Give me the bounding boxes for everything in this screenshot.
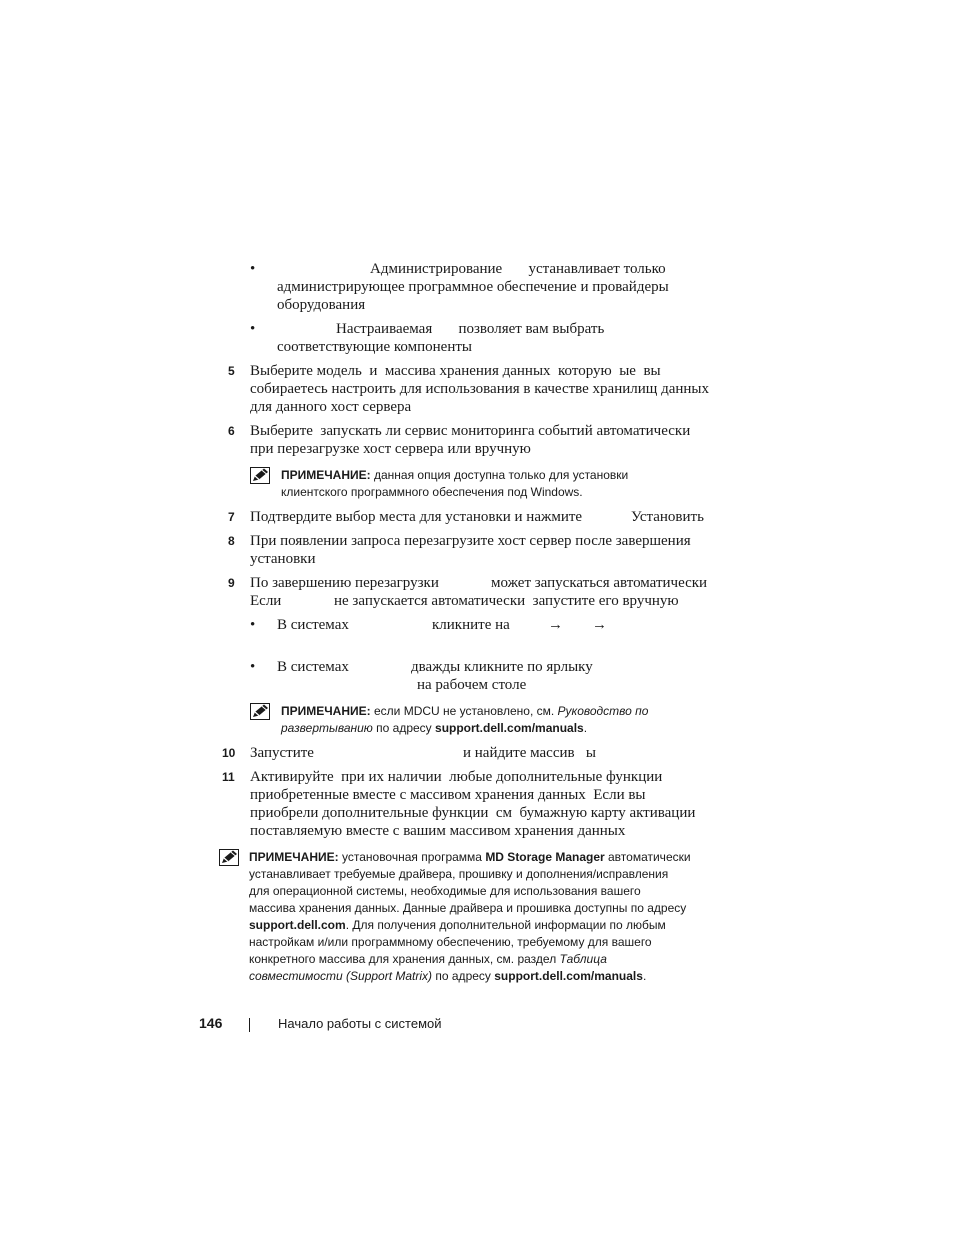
note-line: клиентского программного обеспечения под Windows.	[281, 485, 583, 499]
bullet-marker: •	[250, 261, 256, 277]
note-pencil-icon	[219, 849, 239, 866]
step-text-line: приобрели дополнительные функции см бумажную карту активации	[250, 805, 696, 821]
bullet-marker: •	[250, 321, 256, 337]
bullet-text-line: кликните на	[432, 617, 510, 633]
bullet-text-line: дважды кликните по ярлыку	[411, 659, 593, 675]
step-number: 6	[228, 424, 235, 438]
step-text-line: Подтвердите выбор места для установки и нажмите	[250, 509, 583, 525]
bullet-text-line: В системах	[277, 617, 349, 633]
note-label: ПРИМЕЧАНИЕ:	[281, 704, 371, 718]
bullet-text-line: соответствующие компоненты	[277, 339, 472, 355]
bullet-text-line: на рабочем столе	[417, 677, 527, 693]
note-pencil-icon	[250, 467, 270, 484]
step-number: 7	[228, 510, 235, 524]
footer-title: Начало работы с системой	[278, 1016, 442, 1031]
step-text-line: По завершению перезагрузки	[250, 575, 439, 591]
note-line: для операционной системы, необходимые для использования вашего	[249, 884, 641, 898]
step-text-line: приобретенные вместе с массивом хранения данных Если вы	[250, 787, 646, 803]
note-line: ПРИМЕЧАНИЕ: установочная программа MD Storage Manager автоматически	[249, 850, 691, 864]
page-number: 146	[199, 1015, 223, 1031]
bullet-text-line: Администрирование устанавливает только	[370, 261, 666, 277]
note-line: ПРИМЕЧАНИЕ: данная опция доступна только для установки	[281, 468, 629, 482]
step-number: 11	[222, 770, 235, 784]
bullet-marker: •	[250, 617, 256, 633]
note-line: развертыванию по адресу support.dell.com/manuals.	[281, 721, 588, 735]
note-line: совместимости (Support Matrix) по адресу support.dell.com/manuals.	[249, 969, 647, 983]
step-text-line: может запускаться автоматически	[491, 575, 708, 591]
install-action-label: Установить	[631, 509, 704, 525]
note-line: настройкам и/или программному обеспечению, требуемому для вашего	[249, 935, 652, 949]
note-line: конкретного массива для хранения данных, см. раздел Таблица	[249, 952, 607, 966]
step-text-line: При появлении запроса перезагрузите хост сервер после завершения	[250, 533, 691, 549]
step-text-line: Если	[250, 593, 282, 609]
support-link[interactable]: support.dell.com	[249, 918, 346, 932]
bullet-text-line: администрирующее программное обеспечение и провайдеры	[277, 279, 669, 295]
bullet-text-line: оборудования	[277, 297, 366, 313]
step-text-line: при перезагрузке хост сервера или вручную	[250, 441, 531, 457]
step-text-line: и найдите массив ы	[463, 745, 596, 761]
note-line: support.dell.com. Для получения дополнительной информации по любым	[249, 918, 666, 932]
step-number: 8	[228, 534, 235, 548]
note-label: ПРИМЕЧАНИЕ:	[281, 468, 371, 482]
note-pencil-icon	[250, 703, 270, 720]
step-text-line: для данного хост сервера	[250, 399, 412, 415]
step-text-line: Выберите запускать ли сервис мониторинга событий автоматически	[250, 423, 691, 439]
step-text-line: Запустите	[250, 745, 314, 761]
step-number: 9	[228, 576, 235, 590]
note-label: ПРИМЕЧАНИЕ:	[249, 850, 339, 864]
step-text-line: Активируйте при их наличии любые дополнительные функции	[250, 769, 663, 785]
note-line: устанавливает требуемые драйвера, прошивку и дополнения/исправления	[249, 867, 669, 881]
step-text-line: установки	[250, 551, 316, 567]
step-text-line: поставляемую вместе с вашим массивом хранения данных	[250, 823, 626, 839]
step-number: 5	[228, 364, 235, 378]
arrow-icon: →	[592, 617, 607, 633]
arrow-icon: →	[548, 617, 563, 633]
step-text-line: Выберите модель и массива хранения данных которую ые вы	[250, 363, 661, 379]
step-text-line: собираетесь настроить для использования в качестве хранилищ данных	[250, 381, 710, 397]
step-text-line: не запускается автоматически запустите его вручную	[334, 593, 679, 609]
manuals-link[interactable]: support.dell.com/manuals	[494, 969, 643, 983]
note-line: массива хранения данных. Данные драйвера и прошивка доступны по адресу	[249, 901, 687, 915]
bullet-marker: •	[250, 659, 256, 675]
bullet-text-line: В системах	[277, 659, 349, 675]
manuals-link[interactable]: support.dell.com/manuals	[435, 721, 584, 735]
bullet-text-line: Настраиваемая позволяет вам выбрать	[336, 321, 605, 337]
step-number: 10	[222, 746, 236, 760]
footer-divider	[249, 1018, 250, 1032]
note-line: ПРИМЕЧАНИЕ: если MDCU не установлено, см. Руководство по	[281, 704, 649, 718]
